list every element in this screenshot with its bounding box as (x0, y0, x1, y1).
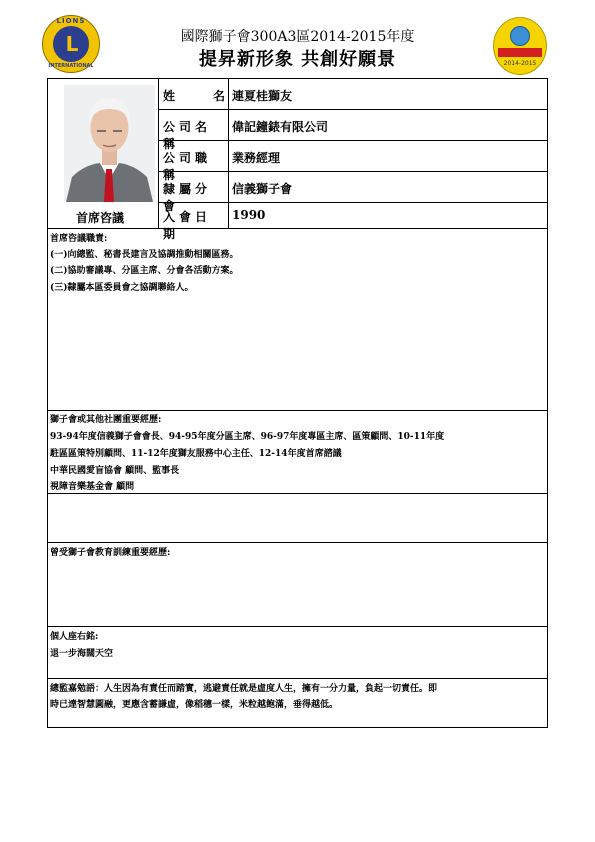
table-border-bottom (47, 727, 548, 728)
table-border-top (47, 78, 548, 79)
member-photo (64, 85, 155, 202)
job-title-label: 公司職稱 (163, 151, 212, 182)
photo-divider (158, 78, 159, 228)
club-label: 隸屬分會 (163, 182, 212, 213)
experience-heading: 獅子會或其他社團重要經歷: (50, 415, 162, 425)
motto-text: 退一步海闊天空 (50, 649, 114, 659)
motto-heading: 個人座右銘: (50, 632, 99, 642)
name-value: 連夏桂獅友 (232, 89, 293, 103)
governor-message-line: 總監嘉勉語：人生因為有責任而踏實，逃避責任就是虛度人生，擁有一分力量，負起一切責任。即 (50, 684, 438, 694)
duties-heading: 首席咨議職責: (50, 234, 108, 244)
duty-item: (二)協助審議專、分區主席、分會各活動方案。 (50, 266, 239, 276)
experience-line: 視障音樂基金會 顧問 (50, 482, 135, 492)
company-value: 偉記鐘錶有限公司 (232, 120, 329, 134)
label-divider (228, 78, 229, 228)
member-role: 首席咨議 (76, 211, 125, 225)
company-label: 公司名稱 (163, 120, 212, 151)
name-label: 姓 名 (163, 89, 225, 103)
join-date-value: 1990 (232, 208, 266, 222)
job-title-value: 業務經理 (232, 151, 281, 165)
page-title: 國際獅子會300A3區2014-2015年度 (180, 29, 415, 45)
section-divider (47, 228, 548, 229)
section-divider (47, 542, 548, 543)
club-value: 信義獅子會 (232, 182, 293, 196)
experience-line: 駐區區策特別顧問、11-12年度獅友服務中心主任、12-14年度首席諮議 (50, 449, 342, 459)
table-border-left (47, 78, 48, 728)
governor-message-line: 時已達智慧圓融，更應含蓄謙虛，像稻穗一樣，米粒越飽滿，垂得越低。 (50, 700, 339, 710)
section-divider (47, 678, 548, 679)
logo-bottom-text: INTERNATIONAL (48, 63, 94, 69)
duty-item: (三)隸屬本區委員會之協調聯絡人。 (50, 283, 194, 293)
section-divider (47, 493, 548, 494)
table-border-right (547, 78, 548, 728)
logo-letter: L (65, 32, 79, 56)
district-logo-year: 2014-2015 (503, 60, 537, 67)
duty-item: (一)向總監、秘書長建言及協調推動相關區務。 (50, 250, 239, 260)
training-heading: 曾受獅子會教育訓練重要經歷: (50, 548, 171, 558)
experience-line: 中華民國愛盲協會 顧問、監事長 (50, 466, 180, 476)
section-divider (47, 410, 548, 411)
section-divider (47, 626, 548, 627)
experience-line: 93-94年度信義獅子會會長、94-95年度分區主席、96-97年度專區主席、區策顧問、10-11年度 (50, 432, 445, 442)
join-date-label: 入會日期 (163, 210, 212, 241)
row-divider (158, 109, 548, 110)
page-subtitle: 提昇新形象 共創好願景 (198, 49, 397, 70)
logo-top-text: LIONS (56, 17, 86, 25)
